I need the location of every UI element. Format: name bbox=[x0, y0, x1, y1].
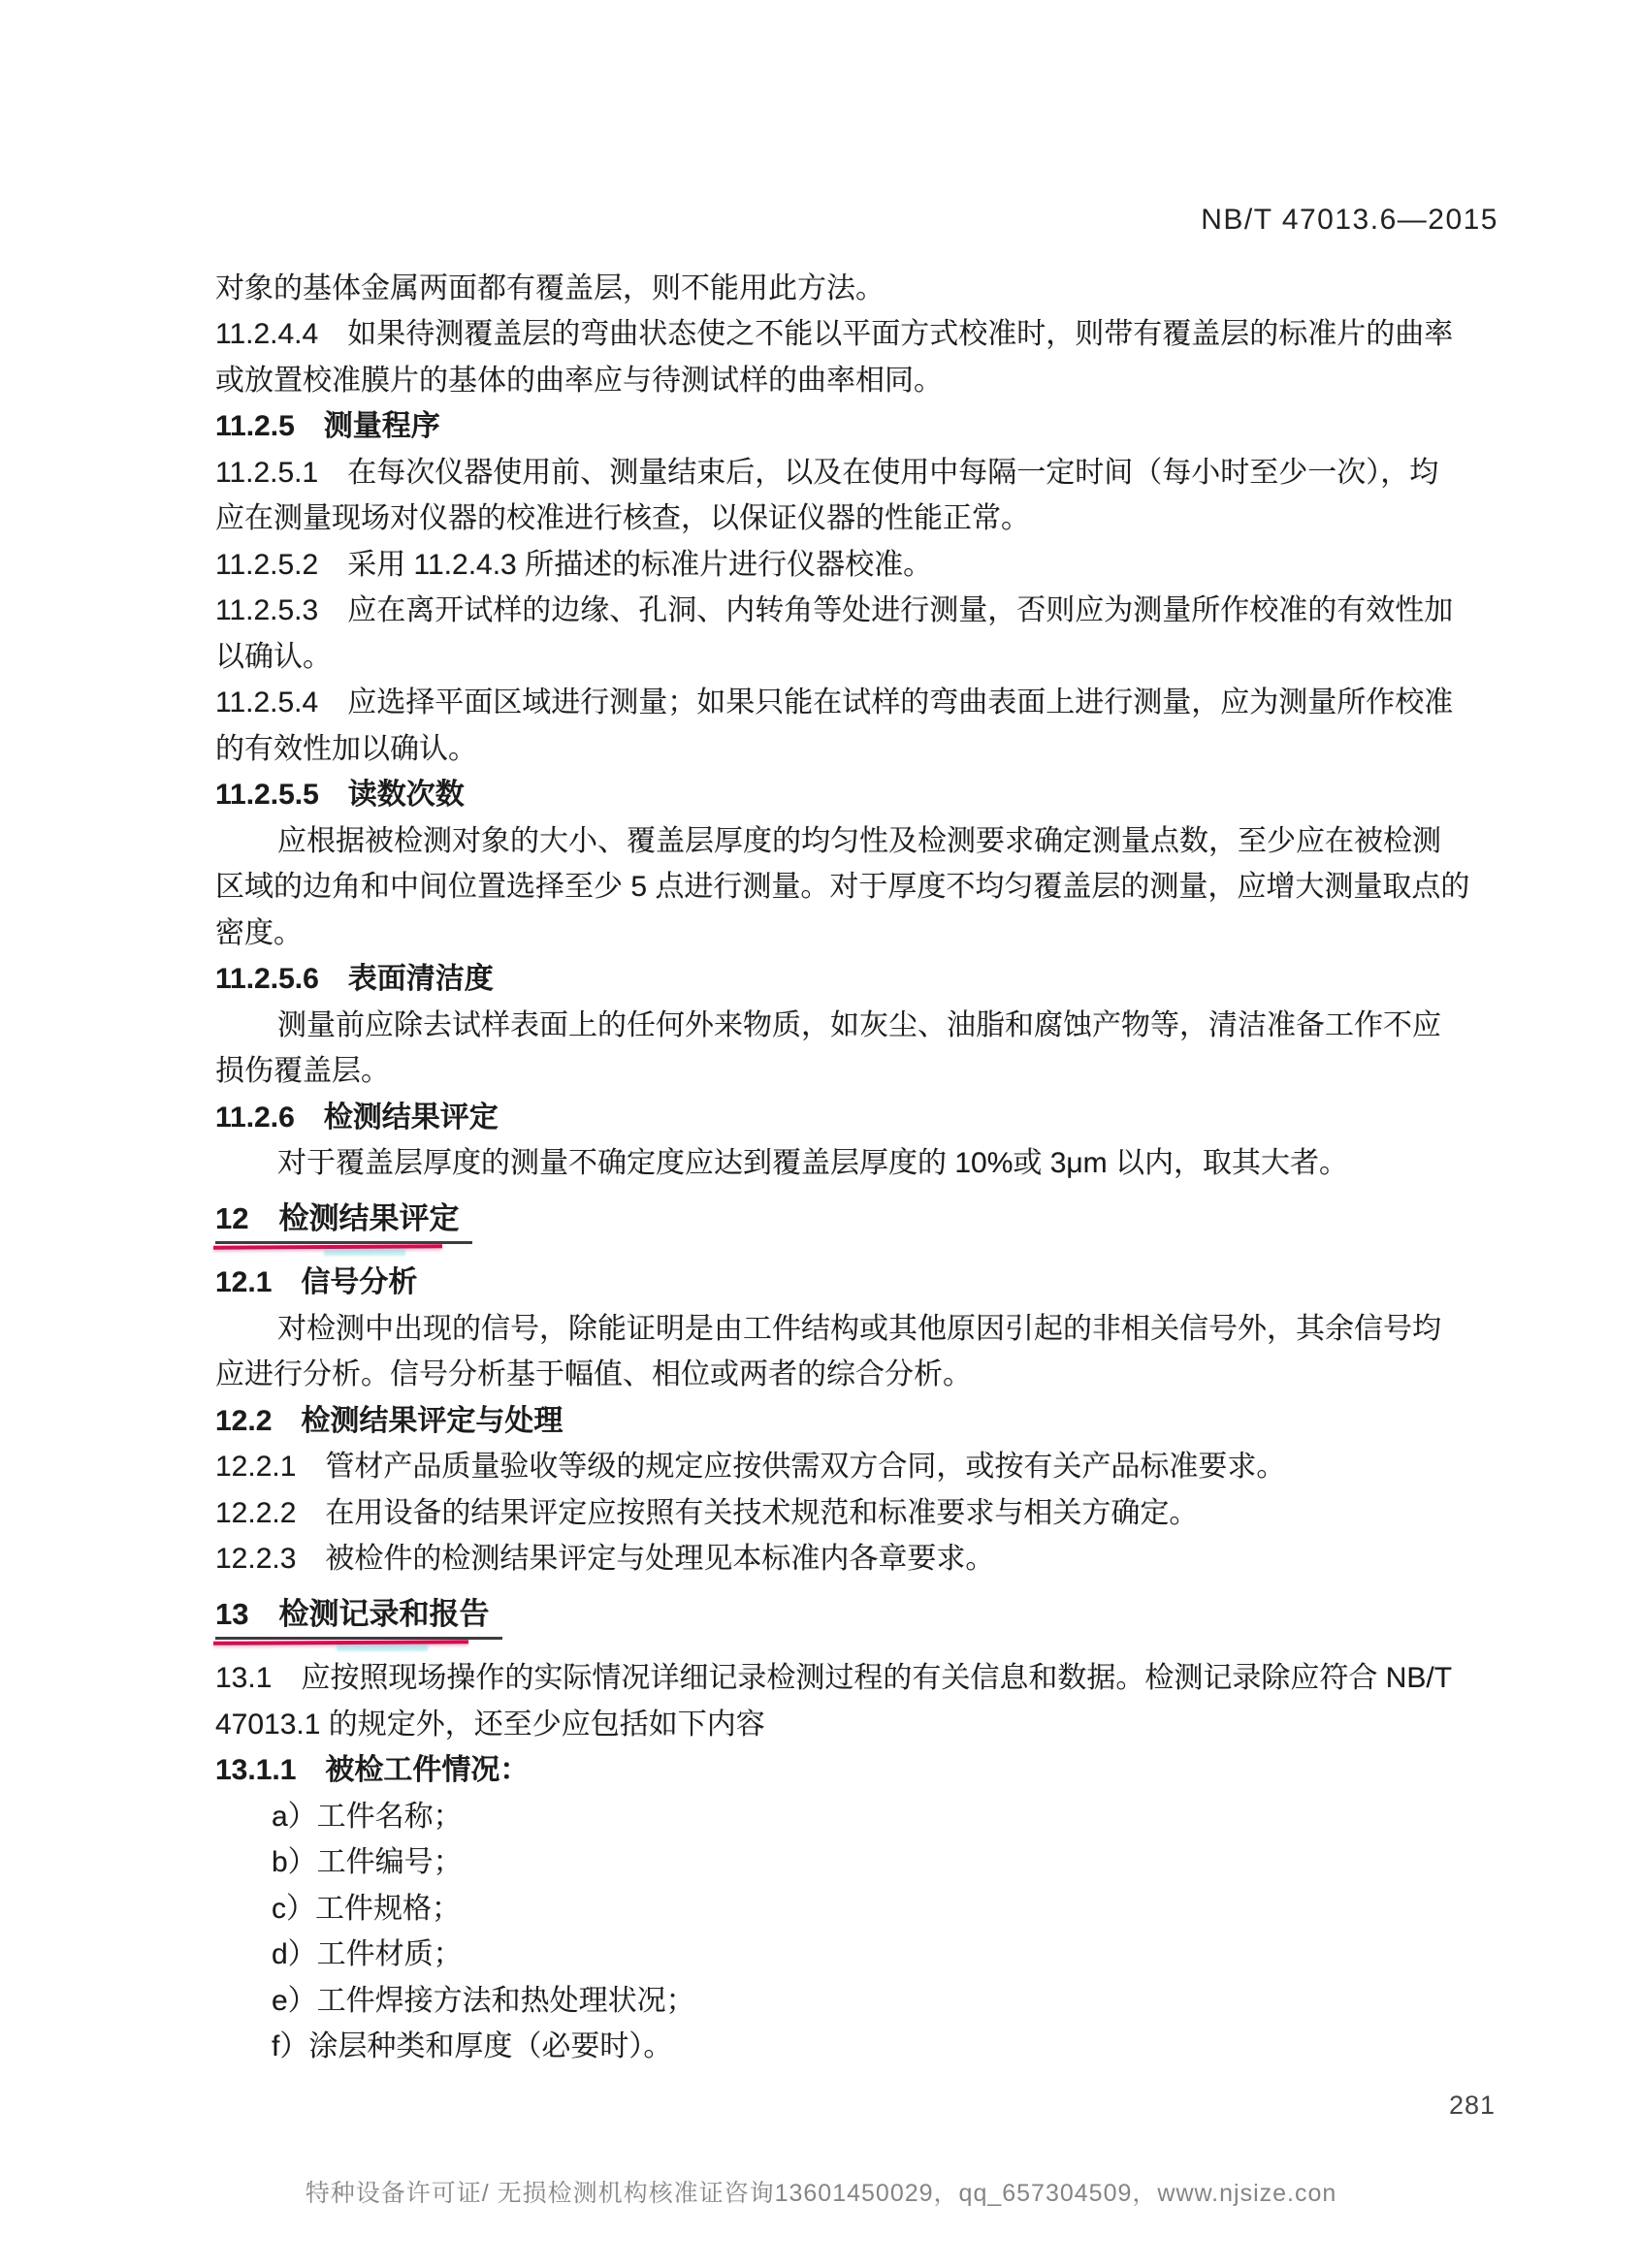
list-item: b）工件编号； bbox=[272, 1846, 463, 1879]
section-heading-text: 13 检测记录和报告 bbox=[215, 1599, 502, 1640]
footer-watermark-text: 特种设备许可证/ 无损检测机构核准证咨询13601450029，qq_657304509，www.njsize.con bbox=[305, 2180, 1337, 2207]
paragraph-line: 47013.1 的规定外，还至少应包括如下内容 bbox=[215, 1708, 765, 1741]
document-body bbox=[215, 266, 1500, 2070]
paragraph-line: 11.2.5.1 在每次仪器使用前、测量结束后，以及在使用中每隔一定时间（每小时至少一次），均 bbox=[215, 456, 1439, 489]
paragraph-line: 对于覆盖层厚度的测量不确定度应达到覆盖层厚度的 10%或 3μm 以内，取其大者。 bbox=[277, 1147, 1349, 1180]
page-number: 281 bbox=[1449, 2091, 1497, 2120]
subsection-heading: 11.2.5.5 读数次数 bbox=[215, 779, 465, 812]
paragraph-line: 应进行分析。信号分析基于幅值、相位或两者的综合分析。 bbox=[215, 1358, 972, 1391]
subsection-heading: 11.2.5 测量程序 bbox=[215, 410, 440, 443]
paragraph-line: 或放置校准膜片的基体的曲率应与待测试样的曲率相同。 bbox=[215, 364, 943, 397]
subsection-heading: 13.1.1 被检工件情况： bbox=[215, 1754, 530, 1787]
paragraph-line: 11.2.5.2 采用 11.2.4.3 所描述的标准片进行仪器校准。 bbox=[215, 548, 933, 581]
subsection-heading: 11.2.5.6 表面清洁度 bbox=[215, 963, 494, 996]
section-heading-text: 12 检测结果评定 bbox=[215, 1203, 472, 1244]
section-heading bbox=[215, 1200, 1500, 1247]
paragraph-line: 12.2.3 被检件的检测结果评定与处理见本标准内各章要求。 bbox=[215, 1543, 995, 1576]
paragraph-line: 11.2.4.4 如果待测覆盖层的弯曲状态使之不能以平面方式校准时，则带有覆盖层的标准片的曲率 bbox=[215, 318, 1454, 351]
paragraph-line: 对检测中出现的信号，除能证明是由工件结构或其他原因引起的非相关信号外，其余信号均 bbox=[277, 1312, 1441, 1345]
subsection-heading: 12.1 信号分析 bbox=[215, 1266, 418, 1299]
subsection-heading: 11.2.6 检测结果评定 bbox=[215, 1101, 499, 1134]
paragraph-line: 13.1 应按照现场操作的实际情况详细记录检测过程的有关信息和数据。检测记录除应符合 NB/T bbox=[215, 1662, 1453, 1695]
paragraph-line: 损伤覆盖层。 bbox=[215, 1055, 390, 1088]
list-item: d）工件材质； bbox=[272, 1938, 463, 1971]
paragraph-line: 的有效性加以确认。 bbox=[215, 732, 477, 765]
subsection-heading: 12.2 检测结果评定与处理 bbox=[215, 1404, 563, 1437]
section-heading bbox=[215, 1596, 1500, 1643]
paragraph-line: 12.2.1 管材产品质量验收等级的规定应按供需双方合同，或按有关产品标准要求。 bbox=[215, 1451, 1286, 1484]
list-item: a）工件名称； bbox=[272, 1800, 463, 1833]
paragraph-line: 应在测量现场对仪器的校准进行核查，以保证仪器的性能正常。 bbox=[215, 502, 1030, 535]
paragraph-line: 应根据被检测对象的大小、覆盖层厚度的均匀性及检测要求确定测量点数，至少应在被检测 bbox=[277, 824, 1441, 857]
list-item: c）工件规格； bbox=[272, 1892, 461, 1925]
paragraph-line: 以确认。 bbox=[215, 640, 332, 673]
paragraph-line: 对象的基体金属两面都有覆盖层，则不能用此方法。 bbox=[215, 272, 885, 304]
paragraph-line: 11.2.5.4 应选择平面区域进行测量；如果只能在试样的弯曲表面上进行测量，应为测量所作校准 bbox=[215, 687, 1454, 719]
standard-number-header: NB/T 47013.6—2015 bbox=[1201, 204, 1498, 236]
list-item: f）涂层种类和厚度（必要时）。 bbox=[272, 2030, 673, 2063]
paragraph-line: 12.2.2 在用设备的结果评定应按照有关技术规范和标准要求与相关方确定。 bbox=[215, 1496, 1199, 1529]
list-item: e）工件焊接方法和热处理状况； bbox=[272, 1984, 695, 2017]
paragraph-line: 测量前应除去试样表面上的任何外来物质，如灰尘、油脂和腐蚀产物等，清洁准备工作不应 bbox=[277, 1008, 1441, 1041]
paragraph-line: 11.2.5.3 应在离开试样的边缘、孔洞、内转角等处进行测量，否则应为测量所作校准的有效性加 bbox=[215, 594, 1454, 627]
paragraph-line: 密度。 bbox=[215, 916, 303, 949]
paragraph-line: 区域的边角和中间位置选择至少 5 点进行测量。对于厚度不均匀覆盖层的测量，应增大测量取点的 bbox=[215, 871, 1470, 904]
